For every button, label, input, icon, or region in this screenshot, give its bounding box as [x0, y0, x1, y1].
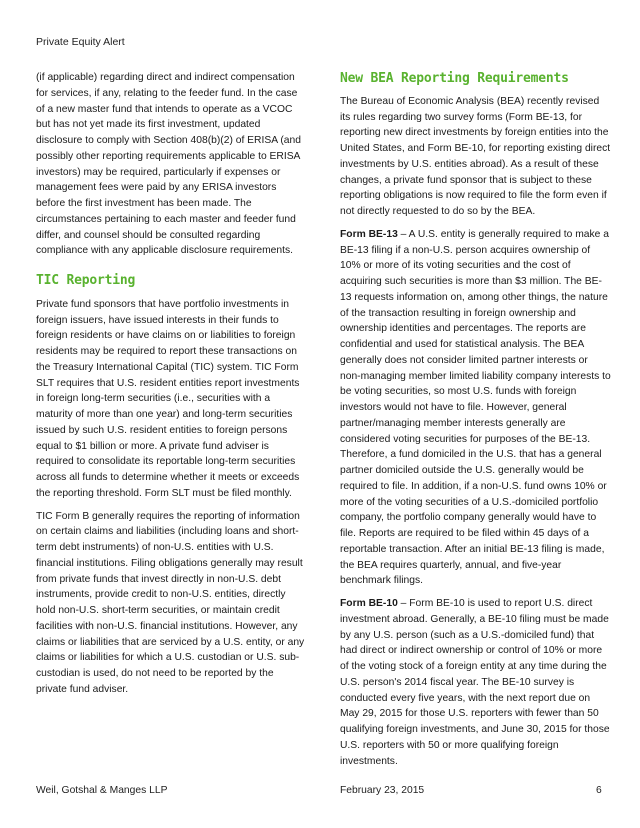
form-be10-text: – Form BE-10 is used to report U.S. direct investment abroad. Generally, a BE-10 filing must be made by any U.S. person (such as a U.S.-domiciled fund) that had direct or indirect ownership or control of 10% or more of the voting stock of a foreign entity at any time during the U.S. person's 2014 fiscal year. The BE-10 survey is conducted every five years, with the next report due on May 29, 2015 for those U.S. reporters with fewer than 50 qualifying foreign investments, and June 30, 2015 for those U.S. reporters with 50 or more qualifying foreign investments. [340, 598, 610, 767]
footer-firm-name: Weil, Gotshal & Manges LLP [36, 785, 168, 796]
tic-paragraph-1: Private fund sponsors that have portfolio investments in foreign issuers, have issued interests in their funds to foreign residents or have claims on or liabilities to foreign residents may be required to report these transactions on the Treasury International Capital (TIC) system. TIC Form SLT requires that U.S. resident entities report investments in foreign long-term securities (i.e., securities with a maturity of more than one year) and long-term securities issued by such U.S. resident entities to foreign persons equal to $1 billion or more. A private fund adviser is required to consolidate its reportable long-term securities across all funds to determine whether it meets or exceeds the reporting threshold. Form SLT must be filed monthly. [36, 298, 300, 499]
right-column [340, 70, 611, 776]
form-be13-lead: Form BE-13 [340, 228, 398, 240]
tic-paragraph-2: TIC Form B generally requires the reporting of information on certain claims and liabilities (including loans and short-term debt instruments) of non-U.S. entities with U.S. financial institutions. Filing obligations generally may result from private funds that invest directly in non-U.S. debt instruments, provide credit to non-U.S. entities, directly hold non-U.S. short-term securities, or maintain credit facilities with non-U.S. financial institutions. However, any claims or liabilities that are serviced by a U.S. entity, or any claims or liabilities for which a U.S. custodian or U.S. sub-custodian is used, do not need to be reported by the private fund adviser. [36, 510, 305, 695]
form-be13-text: – A U.S. entity is generally required to make a BE-13 filing if a non-U.S. person acquires ownership of 10% or more of its voting securities and the cost of acquiring such securities is more than $3 million. The BE-13 requests information on, among other things, the nature of the transaction resulting in foreign ownership and ownership identities and percentages. The reports are confidential and used for statistical analysis. The BEA generally does not consider limited partner interests or non-managing member limited liability company interests to be voting securities, so most U.S. funds with foreign investors would not have to file. However, general partner/managing member interests generally are considered voting securities for purposes of the BE-13. Therefore, a fund domiciled in the U.S. that has a general partner domiciled outside the U.S. generally would be required to file. In addition, if a non-U.S. fund owns 10% or more of the voting securities of a U.S.-domiciled portfolio company, the portfolio company generally would have to file. Reports are required to be filed within 45 days of a reportable transaction. After an initial BE-13 filing is made, the BEA requires quarterly, annual, and five-year benchmark filings. [340, 228, 611, 587]
form-be10-paragraph [340, 596, 611, 769]
bea-reporting-heading: New BEA Reporting Requirements [340, 71, 569, 86]
tic-reporting-heading: TIC Reporting [36, 273, 136, 288]
form-be10-lead: Form BE-10 [340, 598, 398, 609]
bea-intro-paragraph: The Bureau of Economic Analysis (BEA) recently revised its rules regarding two survey forms (Form BE-13, for reporting new direct investments by foreign entities into the United States, and Form BE-10, for reporting existing direct investments by U.S. entities abroad). As a result of these changes, a private fund sponsor that is subject to these reporting obligations is now required to file the form even if not directly requested to do so by the BEA. [340, 95, 611, 217]
left-column [36, 70, 307, 705]
running-header: Private Equity Alert [36, 36, 125, 48]
footer-page-number: 6 [596, 785, 602, 796]
intro-paragraph: (if applicable) regarding direct and indirect compensation for services, if any, relating to the feeder fund. In the case of a new master fund that intends to operate as a VCOC but has not yet made its first investment, updated disclosure to comply with Section 408(b)(2) of ERISA (and possibly other reporting requirements applicable to ERISA investors) may be required, particularly if expenses or management fees were paid by any ERISA investors before the first investment has been made. The circumstances pertaining to each master and feeder fund differ, and counsel should be consulted regarding compliance with any applicable disclosure requirements. [36, 72, 301, 257]
form-be13-paragraph [340, 227, 611, 589]
footer-date: February 23, 2015 [340, 785, 425, 796]
